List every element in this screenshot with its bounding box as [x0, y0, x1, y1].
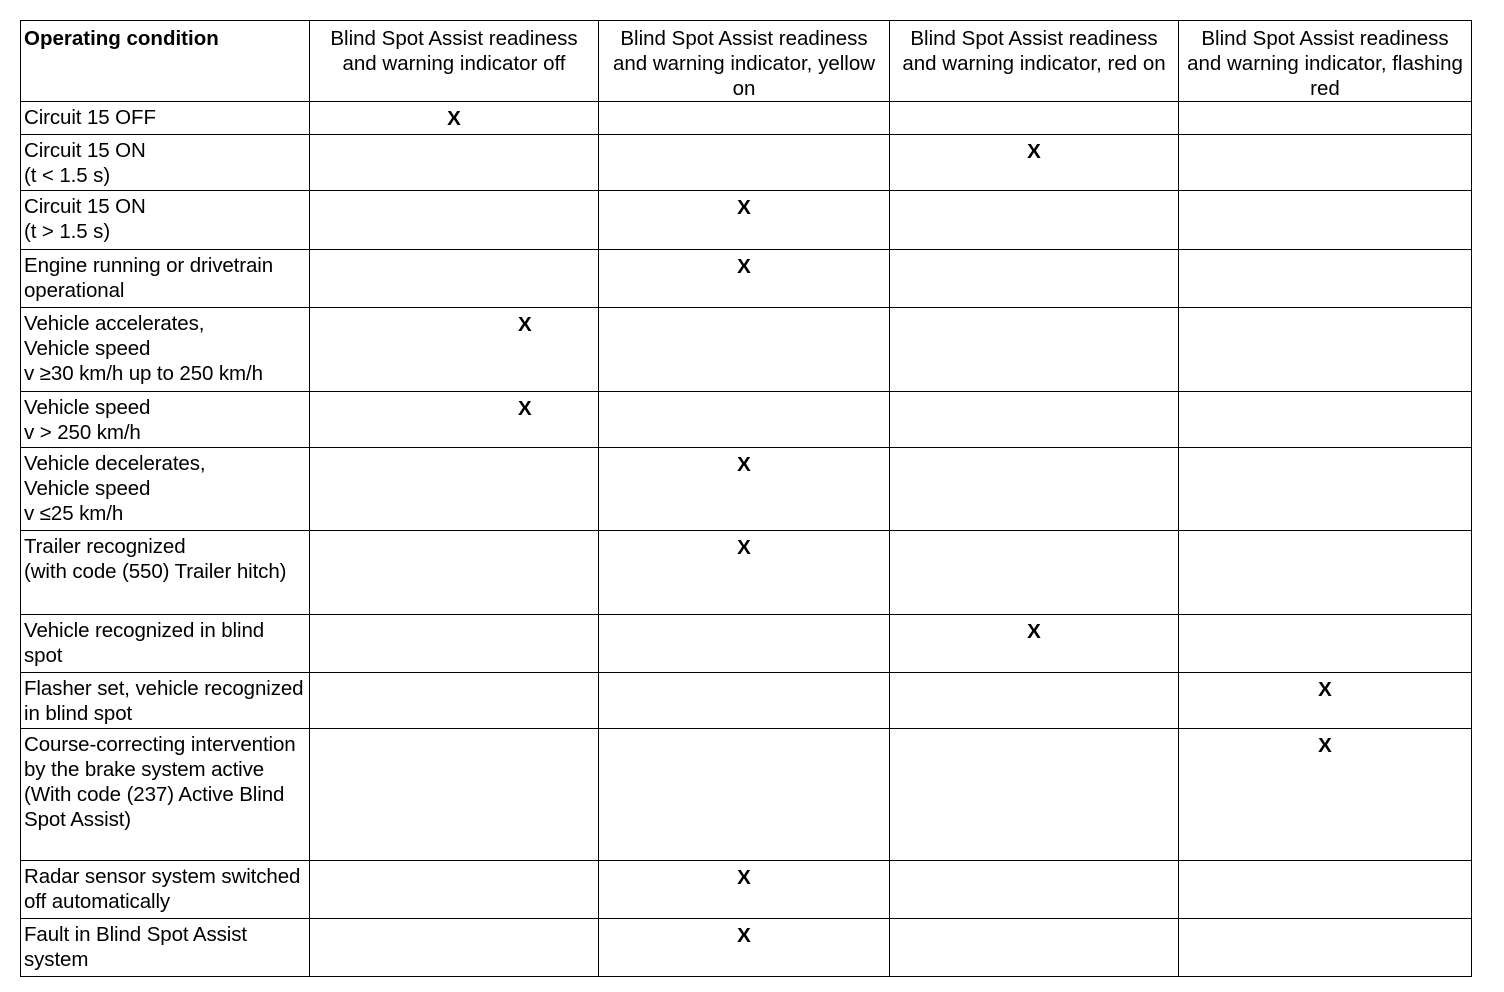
- mark-indicator-off: [310, 615, 599, 673]
- table-row: [21, 250, 1472, 308]
- condition-cell: Circuit 15 ON (t < 1.5 s): [21, 135, 310, 191]
- mark-indicator-flashing-red: [1179, 861, 1472, 919]
- condition-cell: Circuit 15 ON (t > 1.5 s): [21, 191, 310, 250]
- mark-indicator-red-on: [890, 308, 1179, 392]
- mark-indicator-yellow-on: X: [599, 919, 890, 977]
- mark-indicator-off: [310, 919, 599, 977]
- header-indicator-yellow-on: Blind Spot Assist readiness and warning indicator, yellow on: [599, 21, 890, 102]
- header-indicator-off: Blind Spot Assist readiness and warning indicator off: [310, 21, 599, 102]
- header-operating-condition: Operating condition: [21, 21, 310, 102]
- table-row: [21, 919, 1472, 977]
- mark-indicator-yellow-on: [599, 308, 890, 392]
- mark-indicator-off: [310, 673, 599, 729]
- mark-indicator-red-on: [890, 729, 1179, 861]
- mark-indicator-flashing-red: X: [1179, 673, 1472, 729]
- condition-cell: Engine running or drivetrain operational: [21, 250, 310, 308]
- mark-indicator-off: [310, 191, 599, 250]
- table-row: [21, 308, 1472, 392]
- mark-indicator-flashing-red: [1179, 250, 1472, 308]
- table-row: [21, 392, 1472, 448]
- table-row: [21, 191, 1472, 250]
- condition-cell: Circuit 15 OFF: [21, 102, 310, 135]
- mark-indicator-off: X: [310, 308, 599, 392]
- mark-indicator-off: [310, 861, 599, 919]
- mark-indicator-off: [310, 448, 599, 531]
- mark-indicator-flashing-red: [1179, 135, 1472, 191]
- mark-indicator-flashing-red: X: [1179, 729, 1472, 861]
- mark-indicator-yellow-on: [599, 673, 890, 729]
- mark-indicator-red-on: X: [890, 135, 1179, 191]
- mark-indicator-off: X: [310, 392, 599, 448]
- mark-indicator-red-on: [890, 250, 1179, 308]
- condition-cell: Flasher set, vehicle recognized in blind spot: [21, 673, 310, 729]
- mark-indicator-yellow-on: X: [599, 861, 890, 919]
- mark-indicator-red-on: [890, 392, 1179, 448]
- mark-indicator-red-on: [890, 673, 1179, 729]
- mark-indicator-flashing-red: [1179, 919, 1472, 977]
- mark-indicator-yellow-on: X: [599, 448, 890, 531]
- table-row: [21, 102, 1472, 135]
- condition-cell: Fault in Blind Spot Assist system: [21, 919, 310, 977]
- mark-indicator-red-on: [890, 531, 1179, 615]
- mark-indicator-off: X: [310, 102, 599, 135]
- mark-indicator-flashing-red: [1179, 615, 1472, 673]
- condition-cell: Radar sensor system switched off automatically: [21, 861, 310, 919]
- table-row: [21, 448, 1472, 531]
- mark-indicator-flashing-red: [1179, 102, 1472, 135]
- mark-indicator-yellow-on: X: [599, 191, 890, 250]
- condition-cell: Vehicle speed v > 250 km/h: [21, 392, 310, 448]
- table-row: [21, 135, 1472, 191]
- mark-indicator-flashing-red: [1179, 191, 1472, 250]
- operating-conditions-table: [20, 20, 1472, 977]
- mark-indicator-red-on: [890, 919, 1179, 977]
- header-indicator-red-on: Blind Spot Assist readiness and warning indicator, red on: [890, 21, 1179, 102]
- condition-cell: Course-correcting intervention by the brake system active (With code (237) Active Blind Spot Assist): [21, 729, 310, 861]
- header-indicator-flashing-red: Blind Spot Assist readiness and warning indicator, flashing red: [1179, 21, 1472, 102]
- table-row: [21, 861, 1472, 919]
- header-row: [21, 21, 1472, 102]
- table-row: [21, 673, 1472, 729]
- mark-indicator-red-on: [890, 861, 1179, 919]
- mark-indicator-flashing-red: [1179, 531, 1472, 615]
- mark-indicator-flashing-red: [1179, 448, 1472, 531]
- mark-indicator-yellow-on: X: [599, 531, 890, 615]
- mark-indicator-red-on: [890, 448, 1179, 531]
- mark-indicator-off: [310, 531, 599, 615]
- mark-indicator-yellow-on: [599, 392, 890, 448]
- table-row: [21, 531, 1472, 615]
- mark-indicator-off: [310, 729, 599, 861]
- mark-indicator-flashing-red: [1179, 392, 1472, 448]
- mark-indicator-red-on: X: [890, 615, 1179, 673]
- mark-indicator-red-on: [890, 102, 1179, 135]
- mark-indicator-yellow-on: [599, 729, 890, 861]
- table-row: [21, 729, 1472, 861]
- condition-cell: Trailer recognized (with code (550) Trailer hitch): [21, 531, 310, 615]
- mark-indicator-yellow-on: [599, 135, 890, 191]
- mark-indicator-off: [310, 135, 599, 191]
- condition-cell: Vehicle accelerates, Vehicle speed v ≥30 km/h up to 250 km/h: [21, 308, 310, 392]
- mark-indicator-yellow-on: [599, 615, 890, 673]
- mark-indicator-yellow-on: [599, 102, 890, 135]
- mark-indicator-off: [310, 250, 599, 308]
- condition-cell: Vehicle recognized in blind spot: [21, 615, 310, 673]
- mark-indicator-yellow-on: X: [599, 250, 890, 308]
- table-row: [21, 615, 1472, 673]
- condition-cell: Vehicle decelerates, Vehicle speed v ≤25 km/h: [21, 448, 310, 531]
- mark-indicator-red-on: [890, 191, 1179, 250]
- mark-indicator-flashing-red: [1179, 308, 1472, 392]
